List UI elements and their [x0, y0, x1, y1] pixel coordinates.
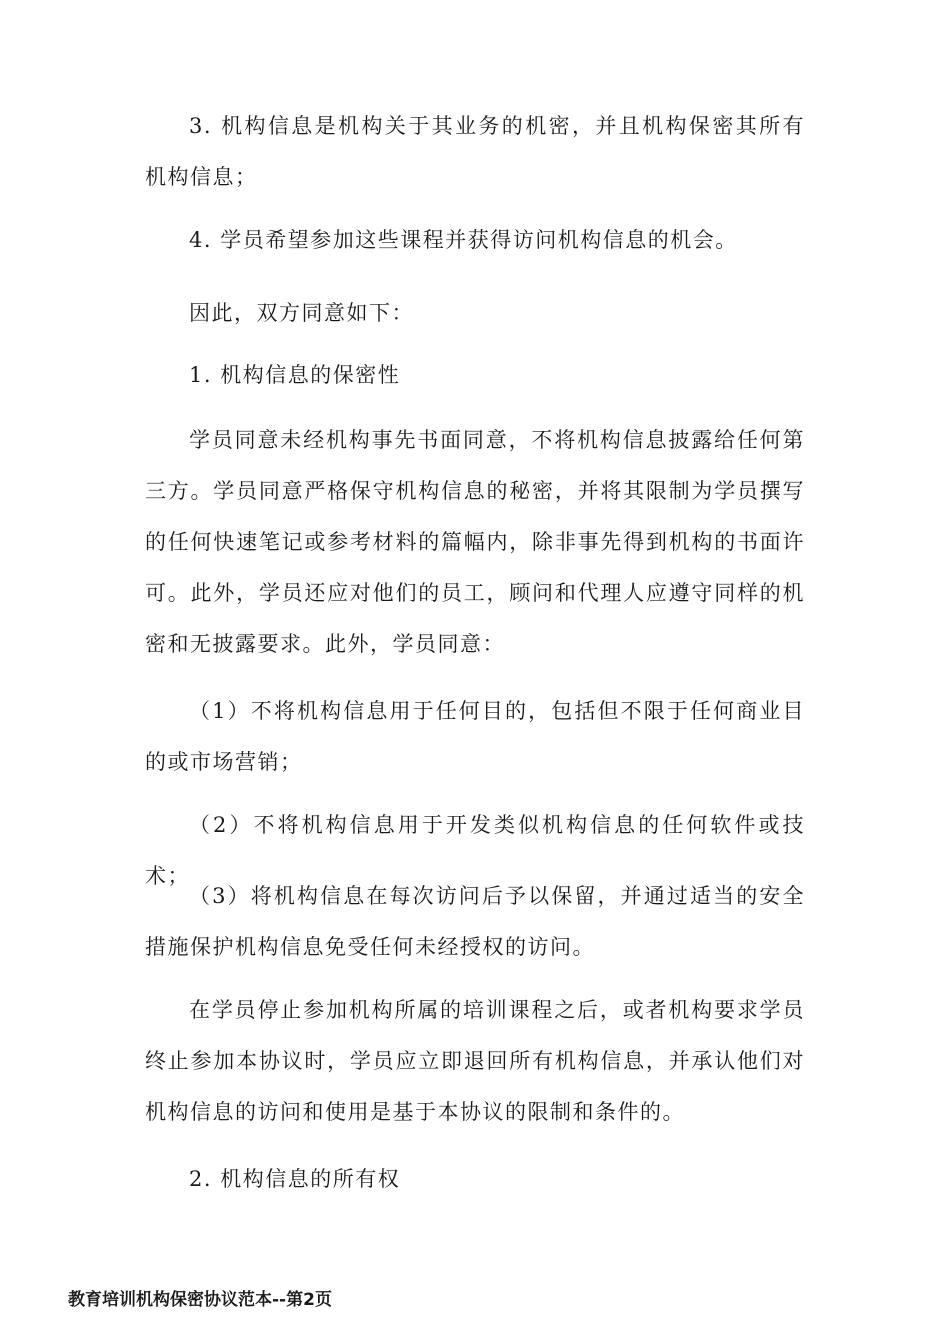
paragraph-return-info: 在学员停止参加机构所属的培训课程之后，或者机构要求学员终止参加本协议时，学员应立即退回所有机构信息，并承认他们对机构信息的访问和使用是基于本协议的限制和条件的。 — [145, 998, 805, 1124]
paragraph-confidentiality-body: 学员同意未经机构事先书面同意，不将机构信息披露给任何第三方。学员同意严格保守机构信息的秘密，并将其限制为学员撰写的任何快速笔记或参考材料的篇幅内，除非事先得到机构的书面许可。此外，学员还应对他们的员工，顾问和代理人应遵守同样的机密和无披露要求。此外，学员同意： — [145, 428, 805, 656]
page-footer: 教育培训机构保密协议范本--第2页 — [68, 1290, 332, 1310]
paragraph-clause-3: 3. 机构信息是机构关于其业务的机密，并且机构保密其所有机构信息； — [145, 114, 805, 189]
list-item-3: （3）将机构信息在每次访问后予以保留，并通过适当的安全措施保护机构信息免受任何未经授权的访问。 — [145, 884, 805, 959]
paragraph-clause-4: 4. 学员希望参加这些课程并获得访问机构信息的机会。 — [189, 228, 738, 252]
paragraph-therefore: 因此，双方同意如下： — [189, 301, 414, 325]
section-heading-ownership: 2. 机构信息的所有权 — [189, 1167, 401, 1191]
list-item-1: （1）不将机构信息用于任何目的，包括但不限于任何商业目的或市场营销； — [145, 699, 805, 774]
section-heading-confidentiality: 1. 机构信息的保密性 — [189, 363, 401, 387]
list-item-2: （2）不将机构信息用于开发类似机构信息的任何软件或技术； — [145, 813, 805, 888]
